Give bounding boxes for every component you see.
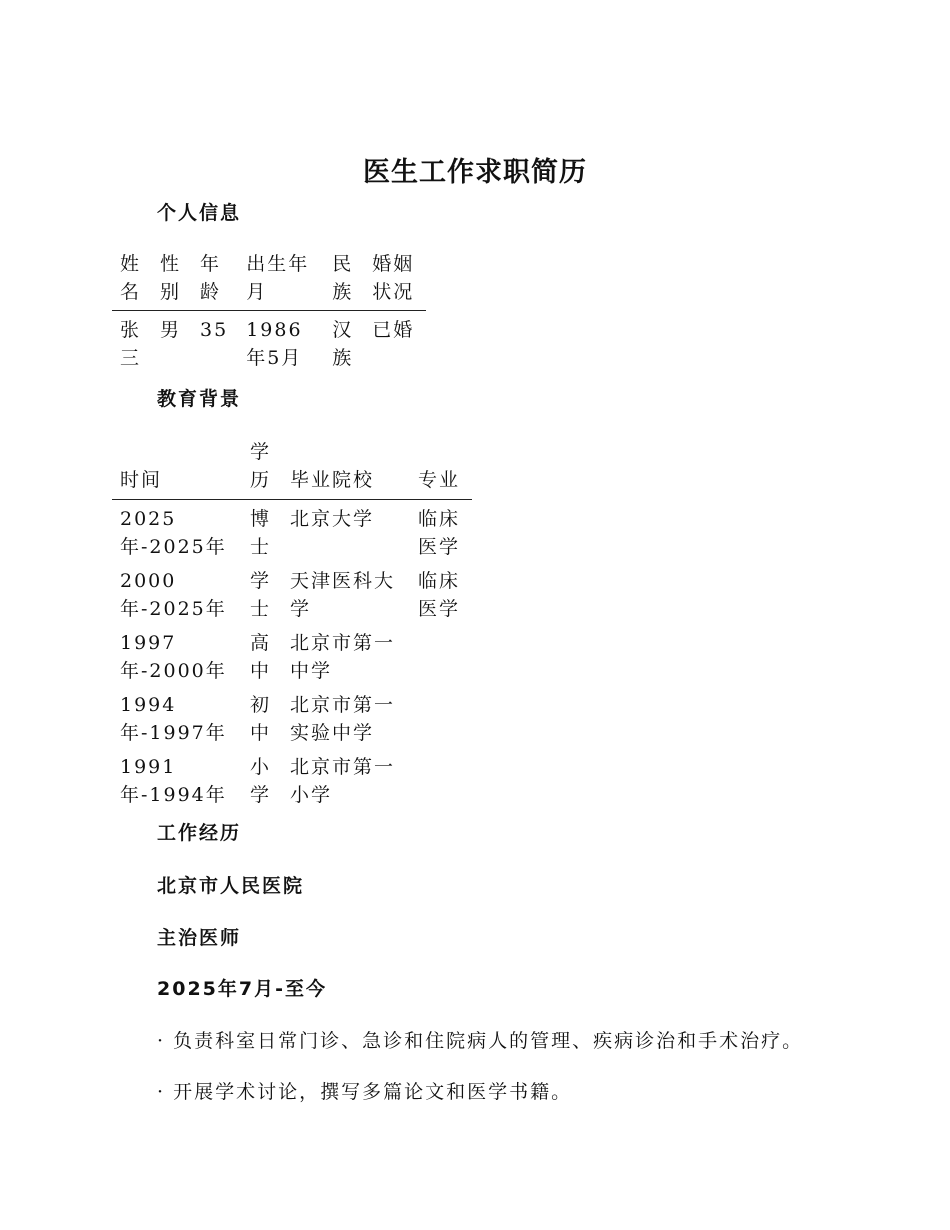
employer-name: 北京市人民医院: [157, 875, 305, 897]
table-row: [112, 311, 426, 373]
column-header: 民族: [332, 253, 354, 303]
table-cell: 1986年5月: [246, 319, 303, 369]
table-cell: 小学: [250, 756, 272, 806]
column-header: 年龄: [200, 253, 222, 303]
column-header: 婚姻状况: [372, 253, 415, 303]
table-cell: 35: [200, 319, 229, 341]
table-cell: 1997年-2000年: [120, 632, 227, 682]
column-header: 出生年月: [246, 253, 310, 303]
table-header-row: [112, 250, 426, 311]
table-cell: 2000年-2025年: [120, 570, 227, 620]
table-row: [112, 686, 472, 748]
table-cell: 学士: [250, 570, 272, 620]
personal-info-table: [112, 250, 426, 372]
column-header: 专业: [418, 469, 461, 491]
page-title: 医生工作求职简历: [363, 157, 587, 188]
table-cell: 2025年-2025年: [120, 508, 227, 558]
education-table: [112, 438, 472, 810]
table-cell: 北京市第一中学: [290, 632, 396, 682]
job-title: 主治医师: [157, 927, 242, 949]
work-experience-heading: 工作经历: [157, 822, 242, 844]
duty-item: · 开展学术讨论，撰写多篇论文和医学书籍。: [157, 1081, 573, 1103]
table-cell: [410, 686, 472, 748]
table-cell: 临床医学: [418, 570, 461, 620]
personal-info-heading: 个人信息: [157, 202, 242, 224]
education-heading: 教育背景: [157, 388, 242, 410]
table-cell: 已婚: [372, 319, 415, 341]
table-cell: 北京大学: [290, 508, 375, 530]
table-cell: 高中: [250, 632, 272, 682]
table-cell: 男: [160, 319, 182, 341]
column-header: 毕业院校: [290, 469, 375, 491]
table-cell: 博士: [250, 508, 272, 558]
table-cell: 初中: [250, 694, 272, 744]
column-header: 时间: [120, 469, 163, 491]
table-row: [112, 748, 472, 810]
column-header: 姓名: [120, 253, 142, 303]
table-cell: 北京市第一小学: [290, 756, 396, 806]
employment-period: 2025年7月-至今: [157, 978, 327, 1000]
table-cell: 汉族: [332, 319, 354, 369]
column-header: 学历: [250, 441, 272, 491]
table-row: [112, 624, 472, 686]
table-cell: 1991年-1994年: [120, 756, 227, 806]
table-cell: 天津医科大学: [290, 570, 396, 620]
table-header-row: [112, 438, 472, 500]
column-header: 性别: [160, 253, 182, 303]
table-cell: 临床医学: [418, 508, 461, 558]
table-cell: [410, 624, 472, 686]
table-row: [112, 562, 472, 624]
table-cell: 张三: [120, 319, 142, 369]
table-cell: [410, 748, 472, 810]
table-cell: 1994年-1997年: [120, 694, 227, 744]
table-cell: 北京市第一实验中学: [290, 694, 396, 744]
duty-item: · 负责科室日常门诊、急诊和住院病人的管理、疾病诊治和手术治疗。: [157, 1030, 804, 1052]
table-row: [112, 500, 472, 563]
